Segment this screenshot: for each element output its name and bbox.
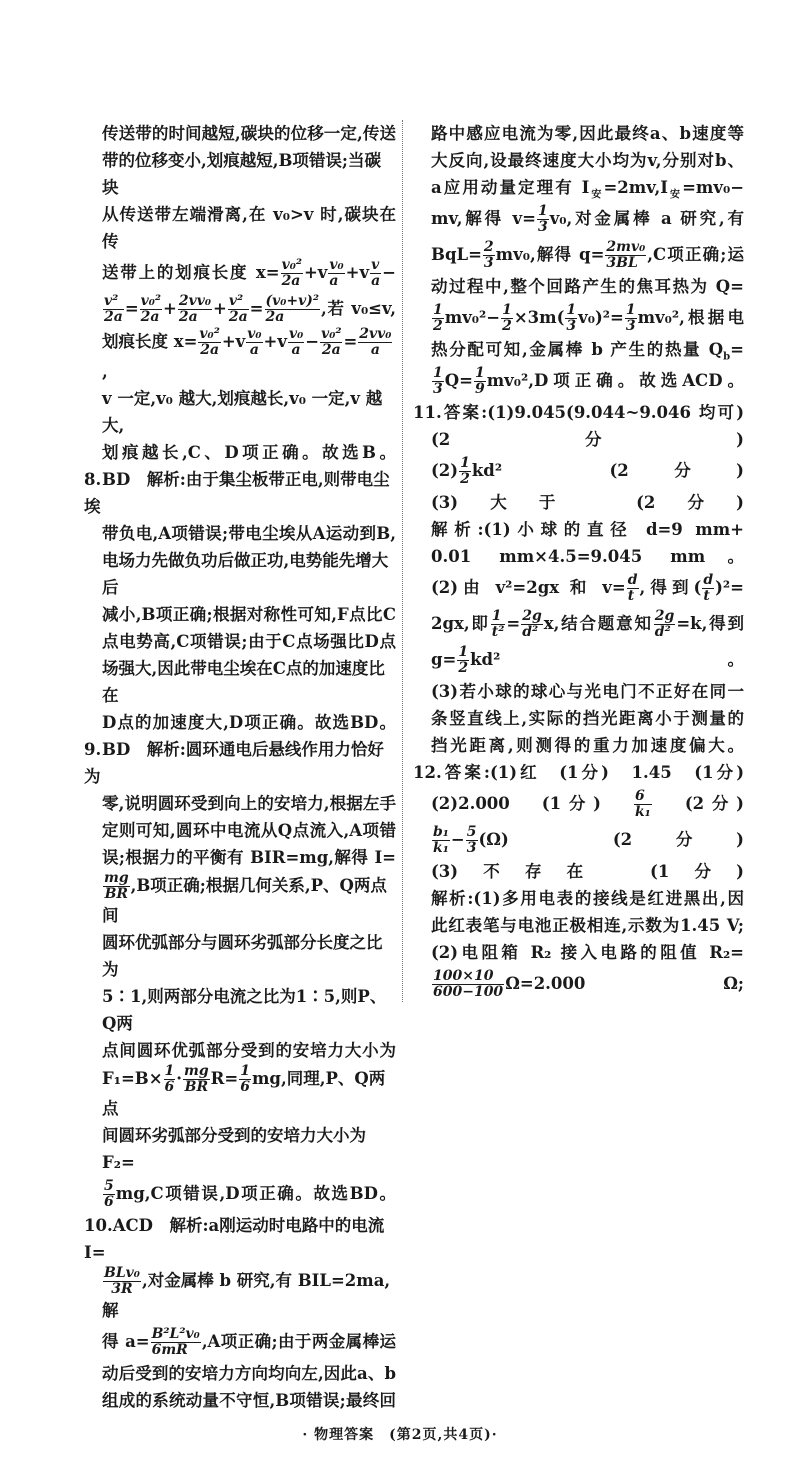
numerator: 1 (433, 302, 443, 318)
fraction (432, 825, 450, 856)
text-line (413, 426, 744, 453)
fraction (164, 1064, 176, 1095)
text-line (413, 273, 744, 300)
fraction (320, 327, 342, 358)
text-segment: + (213, 299, 227, 318)
text-segment: (3)不存在 (1分) (431, 862, 744, 881)
text-line (413, 678, 744, 705)
subscript: 安 (589, 189, 604, 201)
fraction (457, 645, 469, 676)
numerator: 1 (474, 365, 485, 381)
fraction (459, 456, 471, 487)
left-column (84, 120, 402, 1414)
text-line (413, 858, 744, 885)
text-line (413, 822, 744, 858)
fraction (288, 327, 304, 358)
text-segment: +v (221, 332, 246, 351)
denominator: 3 (537, 219, 548, 235)
text-segment: =k,得到 (676, 614, 744, 633)
text-segment: 点电势高,C项错误;由于C点场强比D点 (102, 632, 396, 651)
denominator: 3BL (606, 255, 638, 271)
fraction (358, 327, 392, 358)
numerator: 1 (491, 609, 506, 625)
text-line (413, 786, 744, 822)
text-segment: 传送带的时间越短,碳块的位移一定,传送 (102, 124, 396, 143)
fraction (370, 258, 381, 289)
numerator: 5 (466, 824, 477, 840)
text-segment: =mv₀− (682, 178, 745, 197)
denominator: 2 (458, 660, 469, 676)
text-segment: 电场力先做负功后做正功,电势能先增大后 (102, 551, 389, 597)
text-line (413, 453, 744, 489)
text-segment: ,A项正确;由于两金属棒运 (201, 1332, 396, 1351)
denominator: k₁ (433, 840, 449, 856)
text-line (413, 399, 744, 426)
denominator: d² (522, 624, 539, 640)
text-segment: 0.01 mm×4.5=9.045 mm。 (431, 547, 744, 566)
denominator: t (703, 588, 710, 604)
text-segment: :由于集尘板带正电,则带电尘埃 (84, 470, 390, 516)
numerator: d (703, 572, 714, 588)
fraction (265, 294, 321, 325)
text-segment: 送带上的划痕长度 x= (102, 263, 280, 282)
denominator: 2 (460, 471, 470, 487)
text-line (413, 120, 744, 147)
text-segment: R= (210, 1069, 239, 1088)
text-line (84, 255, 396, 291)
text-segment: 热分配可知,金属棒 b 产生的热量 Q (431, 340, 724, 359)
denominator: 2 (502, 318, 512, 334)
text-line (84, 520, 396, 547)
text-segment: mv₀²− (444, 308, 501, 327)
text-segment: mv₀,解得 q= (495, 245, 605, 264)
fraction (432, 969, 504, 1000)
text-segment: 划痕长度 x= (102, 332, 198, 351)
question-number: 9. (84, 740, 102, 759)
denominator: 9 (474, 381, 485, 397)
fraction (432, 366, 444, 397)
text-line (84, 547, 396, 601)
question-number: 12. (413, 763, 442, 782)
fraction (625, 303, 637, 334)
text-line (413, 489, 744, 516)
text-line (413, 732, 744, 759)
denominator: d² (654, 624, 671, 640)
text-segment: mv,解得 v= (431, 209, 536, 228)
text-segment: 得 a= (102, 1332, 150, 1351)
numerator: 1 (458, 644, 469, 660)
numerator: v (371, 257, 380, 273)
text-segment: Q= (444, 371, 473, 390)
text-segment: 场强大,因此带电尘埃在C点的加速度比在 (102, 659, 385, 705)
text-line (84, 439, 396, 466)
text-line (84, 147, 396, 201)
text-segment: mv₀²,根据电 (637, 308, 744, 327)
text-line (84, 1266, 396, 1324)
text-segment: 动后受到的安培力方向均向左,因此a、b (102, 1364, 396, 1383)
text-line (413, 336, 744, 363)
question-number: 8. (84, 470, 102, 489)
fraction (565, 303, 577, 334)
denominator: 2a (178, 309, 198, 325)
numerator: v₀² (199, 326, 220, 342)
numerator: 2vv₀ (359, 326, 392, 342)
fraction (228, 294, 249, 325)
text-segment: a应用动量定理有 I (431, 178, 590, 197)
text-line (84, 1176, 396, 1212)
text-line (84, 201, 396, 255)
text-segment: mv₀²,D项正确。故选ACD。 (486, 371, 744, 390)
bold-label: 解析 (146, 740, 180, 759)
text-line (413, 201, 744, 237)
text-segment: 带负电,A项错误;带电尘埃从A运动到B, (102, 524, 396, 543)
fraction (140, 294, 162, 325)
text-segment: (2) (431, 461, 459, 480)
numerator: 1 (433, 365, 443, 381)
text-line (413, 147, 744, 174)
fraction (103, 1266, 141, 1297)
text-segment: ,C项正确;运 (647, 245, 744, 264)
text-segment: (2分) (652, 794, 744, 813)
text-segment: (3)大于 (2分) (431, 493, 744, 512)
text-line (84, 844, 396, 871)
text-segment: ,若 v₀≤v, (321, 299, 396, 318)
denominator: BR (104, 886, 129, 902)
numerator: v² (228, 294, 249, 310)
denominator: 6 (164, 1079, 175, 1095)
text-segment: ,对金属棒 b 研究,有 BIL=2ma,解 (102, 1271, 391, 1320)
text-segment: v₀)²= (578, 308, 624, 327)
text-segment: = (124, 299, 139, 318)
denominator: a (249, 342, 259, 358)
text-line (84, 871, 396, 929)
text-segment: 间圆环劣弧部分受到的安培力大小为 F₂= (102, 1126, 366, 1172)
text-segment: (Ω) (2分) (478, 830, 744, 849)
fraction (328, 258, 344, 289)
fraction (466, 825, 478, 856)
text-segment: , (102, 362, 108, 381)
text-segment: D点的加速度大,D项正确。故选BD。 (102, 713, 396, 732)
text-line (84, 120, 396, 147)
fraction (483, 240, 495, 271)
denominator: a (370, 342, 380, 358)
text-segment: 减小,B项正确;根据对称性可知,F点比C (102, 605, 396, 624)
text-segment: +v (345, 263, 370, 282)
bold-label: 解析 (431, 520, 478, 539)
denominator: 2a (228, 309, 248, 325)
text-segment: :(1)9.045(9.044~9.046 均可) (481, 403, 744, 422)
text-segment: BqL= (431, 245, 482, 264)
fraction (634, 789, 652, 820)
numerator: v² (103, 294, 124, 310)
numerator: 2vv₀ (178, 293, 212, 309)
denominator: a (291, 342, 301, 358)
text-segment: mg,C项错误,D项正确。故选BD。 (115, 1184, 396, 1203)
two-column-body (84, 120, 744, 1414)
denominator: k₁ (634, 804, 651, 820)
text-segment: 组成的系统动量不守恒,B项错误;最终回 (102, 1391, 396, 1410)
text-line (84, 628, 396, 655)
bold-label: 答案 (441, 763, 484, 782)
text-line (413, 363, 744, 399)
text-segment: − (382, 263, 396, 282)
text-line (84, 1064, 396, 1122)
subscript: 安 (667, 189, 683, 201)
text-line (413, 606, 744, 642)
text-segment: Ω=2.000 Ω; (505, 974, 744, 993)
text-segment: 定则可知,圆环中电流从Q点流入,A项错 (102, 821, 396, 840)
denominator: 3 (625, 318, 636, 334)
denominator: 3 (433, 381, 443, 397)
text-segment: ,得到( (639, 578, 702, 597)
denominator: 3R (111, 1281, 133, 1297)
numerator: v₀ (288, 326, 304, 342)
text-line (84, 1360, 396, 1387)
fraction (654, 609, 676, 640)
numerator: v₀ (329, 257, 344, 273)
text-segment: :(1)小球的直径 d=9 mm+ (477, 520, 745, 539)
text-line (413, 174, 744, 201)
text-segment: 大反向,设最终速度大小均为v,分别对b、 (431, 151, 744, 170)
numerator: 2 (483, 239, 494, 255)
text-line (84, 709, 396, 736)
denominator: a (329, 273, 339, 289)
fraction (491, 609, 506, 640)
text-segment: BD (102, 740, 147, 759)
text-line (413, 300, 744, 336)
text-line (413, 705, 744, 732)
text-segment: 点间圆环优弧部分受到的安培力大小为 (102, 1041, 396, 1060)
fraction (103, 1179, 115, 1210)
text-line (84, 385, 396, 439)
fraction (521, 609, 543, 640)
numerator: 1 (566, 302, 577, 318)
fraction (246, 327, 262, 358)
fraction (198, 327, 220, 358)
text-line (413, 939, 744, 966)
text-segment: kd²。 (470, 650, 744, 669)
text-line (84, 1212, 396, 1266)
text-segment: = (506, 614, 521, 633)
question-number: 10. (84, 1216, 113, 1235)
numerator: (v₀+v)² (265, 293, 320, 309)
bold-label: 答案 (441, 403, 482, 422)
numerator: 2g (522, 608, 542, 624)
bold-label: 解析 (146, 470, 180, 489)
denominator: 2a (200, 342, 220, 358)
numerator: 1 (537, 203, 548, 219)
text-segment: x,结合题意知 (543, 614, 653, 633)
text-segment: 划痕越长,C、D项正确。故选B。 (102, 443, 396, 462)
text-line (413, 516, 744, 543)
fraction (702, 573, 714, 604)
text-segment: mg,同理,P、Q两点 (102, 1069, 386, 1118)
denominator: 6mR (151, 1342, 188, 1358)
text-segment: ,B项正确;根据几何关系,P、Q两点间 (102, 876, 387, 925)
text-segment: 带的位移变小,划痕越短,B项错误;当碳块 (102, 151, 382, 197)
text-segment: g= (431, 650, 457, 669)
numerator: BLv₀ (104, 1265, 140, 1281)
text-segment: kd² (2分) (471, 461, 744, 480)
numerator: mg (104, 870, 129, 886)
text-segment: :(1)红 (1分) 1.45 (1分) (483, 763, 745, 782)
numerator: 2mv₀ (606, 239, 646, 255)
text-line (84, 1387, 396, 1414)
text-line (84, 466, 396, 520)
numerator: v₀² (281, 257, 302, 273)
denominator: 2a (104, 309, 123, 325)
numerator: 1 (164, 1063, 175, 1079)
text-line (413, 759, 744, 786)
text-segment: 圆环优弧部分与圆环劣弧部分长度之比为 (102, 933, 383, 979)
right-column (402, 120, 744, 1002)
text-line (413, 237, 744, 273)
text-segment: +v (303, 263, 328, 282)
text-segment: 此红表笔与电池正极相连,示数为1.45 V; (431, 916, 744, 935)
text-line (413, 966, 744, 1002)
denominator: a (371, 273, 381, 289)
text-line (413, 642, 744, 678)
numerator: b₁ (433, 824, 449, 840)
text-segment: (2分) (431, 430, 744, 449)
denominator: 6 (104, 1194, 114, 1210)
text-segment: =2mv,I (603, 178, 668, 197)
text-segment: :a刚运动时电路中的电流 I= (84, 1216, 385, 1262)
fraction (537, 204, 549, 235)
denominator: 6 (240, 1079, 250, 1095)
text-segment: ACD (112, 1216, 170, 1235)
text-segment: 2gx,即 (431, 614, 490, 633)
text-segment: +v (263, 332, 287, 351)
text-segment: = (249, 299, 264, 318)
text-segment: (2)由 v²=2gx 和 v= (431, 578, 626, 597)
text-line (84, 291, 396, 327)
text-segment: 条竖直线上,实际的挡光距离小于测量的 (431, 709, 744, 728)
numerator: v₀² (321, 326, 342, 342)
fraction (151, 1327, 201, 1358)
text-segment: 动过程中,整个回路产生的焦耳热为 Q= (431, 277, 744, 296)
text-line (84, 929, 396, 983)
text-segment: − (305, 332, 320, 351)
text-line (413, 885, 744, 912)
text-line (84, 736, 396, 790)
text-line (84, 817, 396, 844)
numerator: 5 (104, 1178, 114, 1194)
text-line (84, 601, 396, 628)
text-segment: = (730, 340, 744, 359)
numerator: 1 (460, 455, 470, 471)
denominator: 2 (433, 318, 443, 334)
text-segment: · (176, 1069, 183, 1088)
text-segment: F₁=B× (102, 1069, 163, 1088)
numerator: 1 (240, 1063, 250, 1079)
text-segment: = (343, 332, 358, 351)
text-line (84, 1037, 396, 1064)
fraction (474, 366, 486, 397)
numerator: v₀ (247, 326, 262, 342)
page-footer: · 物理答案 (第2页,共4页)· (302, 1427, 498, 1443)
numerator: 1 (625, 302, 636, 318)
text-segment: 零,说明圆环受到向上的安培力,根据左手 (102, 794, 396, 813)
bold-label: 解析 (169, 1216, 203, 1235)
text-segment: 挡光距离,则测得的重力加速度偏大。 (431, 736, 744, 755)
text-segment: :(1)多用电表的接线是红进黑出,因 (467, 889, 744, 908)
text-segment: 误;根据力的平衡有 BIR=mg,解得 I= (102, 848, 396, 867)
text-segment: (3)若小球的球心与光电门不正好在同一 (431, 682, 744, 701)
question-number: 11. (413, 403, 442, 422)
text-segment: 路中感应电流为零,因此最终a、b速度等 (431, 124, 744, 143)
fraction (239, 1064, 251, 1095)
numerator: 1 (502, 302, 512, 318)
text-segment: + (163, 299, 177, 318)
text-segment: ×3m( (513, 308, 565, 327)
numerator: B²L²v₀ (151, 1326, 200, 1342)
text-line (84, 327, 396, 385)
text-line (84, 983, 396, 1037)
fraction (183, 1064, 210, 1095)
fraction (281, 258, 303, 289)
text-segment: 从传送带左端滑离,在 v₀>v 时,碳块在传 (102, 205, 396, 251)
denominator: 600−100 (433, 984, 504, 1000)
text-line (413, 543, 744, 570)
fraction (627, 573, 639, 604)
text-segment: BD (102, 470, 147, 489)
denominator: 2a (281, 273, 301, 289)
text-line (84, 1324, 396, 1360)
text-line (84, 655, 396, 709)
text-segment: v₀,对金属棒 a 研究,有 (549, 209, 744, 228)
text-segment: :圆环通电后悬线作用力恰好为 (84, 740, 384, 786)
subscript: b (723, 351, 731, 363)
text-segment: v 一定,v₀ 越大,划痕越长,v₀ 一定,v 越大, (102, 389, 383, 435)
bold-label: 解析 (431, 889, 468, 908)
denominator: t (627, 588, 635, 604)
text-segment: (2)2.000 (1分) (431, 794, 633, 813)
fraction (103, 294, 124, 325)
denominator: 3 (466, 840, 477, 856)
denominator: 2a (140, 309, 160, 325)
fraction (178, 294, 212, 325)
text-line (413, 912, 744, 939)
fraction (432, 303, 444, 334)
text-segment: 5∶1,则两部分电流之比为1∶5,则P、Q两 (102, 987, 387, 1033)
numerator: d (627, 572, 638, 588)
denominator: 3 (483, 255, 494, 271)
fraction (605, 240, 646, 271)
text-line (413, 570, 744, 606)
text-segment: (2)电阻箱 R₂ 接入电路的阻值 R₂= (431, 943, 744, 962)
numerator: 2g (654, 608, 675, 624)
numerator: v₀² (140, 293, 162, 309)
denominator: 2a (321, 342, 341, 358)
denominator: t² (491, 624, 505, 640)
fraction (501, 303, 513, 334)
denominator: BR (184, 1079, 209, 1095)
text-segment: − (450, 830, 465, 849)
denominator: 2a (265, 309, 285, 325)
text-segment: )²= (715, 578, 744, 597)
numerator: 6 (634, 789, 652, 805)
fraction (103, 871, 130, 902)
numerator: mg (184, 1063, 209, 1079)
text-line (84, 1122, 396, 1176)
text-line (84, 790, 396, 817)
denominator: 3 (566, 318, 577, 334)
numerator: 100×10 (432, 969, 504, 985)
